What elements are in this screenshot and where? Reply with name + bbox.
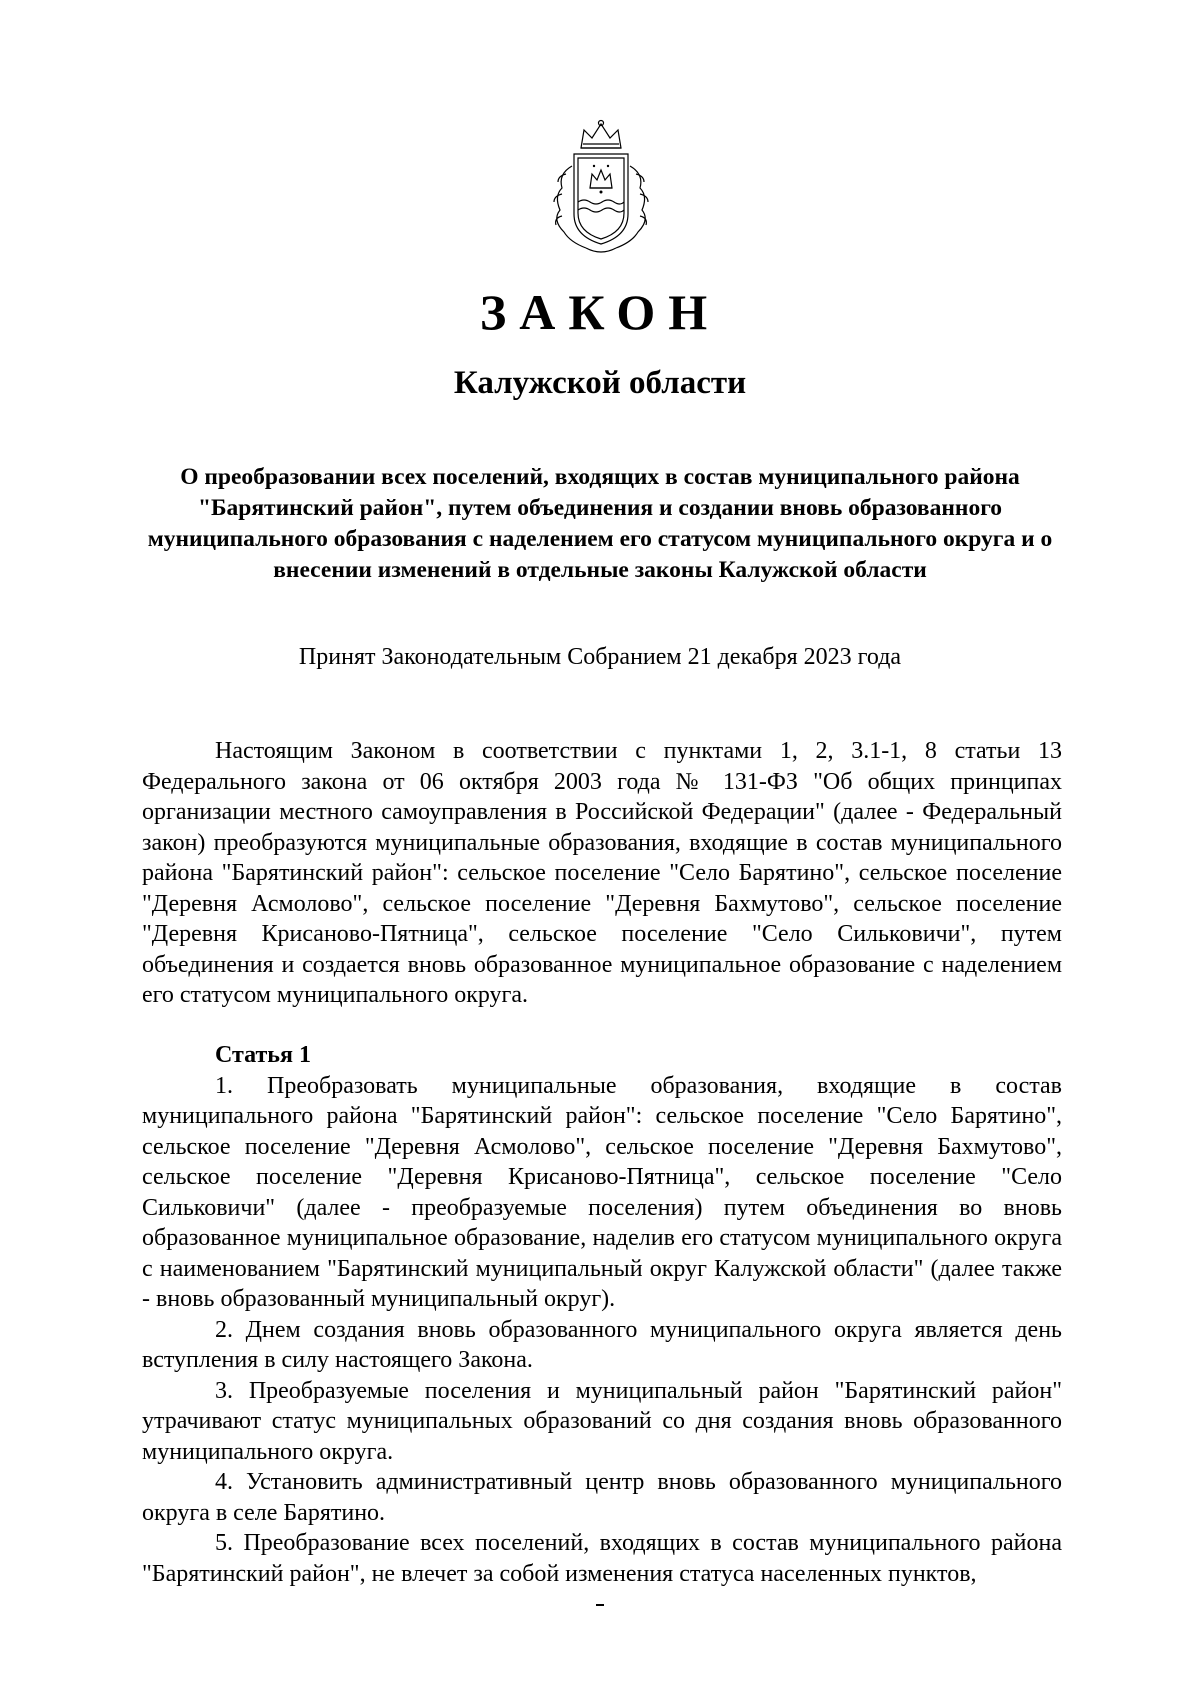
article-item-3: 3. Преобразуемые поселения и муниципальный район "Барятинский район" утрачивают статус муниципальных образований со дня создания вновь образованного муниципального округа.	[142, 1377, 1062, 1465]
region-name: Калужской области	[453, 365, 747, 401]
law-title: ЗАКОН	[479, 284, 721, 340]
article-item-5: 5. Преобразование всех поселений, входящих в состав муниципального района "Барятинский район", не влечет за собой изменения статуса населенных пунктов,	[142, 1530, 1062, 1587]
preamble-section	[142, 736, 1062, 1011]
preamble-paragraph: Настоящим Законом в соответствии с пунктами 1, 2, 3.1-1, 8 статьи 13 Федерального закона от 06 октября 2003 года № 131-ФЗ "Об общих принципах организации местного самоуправления в Российской Федерации" (далее - Федеральный закон) преобразуются муниципальные образования, входящие в состав муниципального района "Барятинский район": сельское поселение "Село Барятино", сельское поселение "Деревня Асмолово", сельское поселение "Деревня Бахмутово", сельское поселение "Деревня Крисаново-Пятница", сельское поселение "Село Сильковичи", путем объединения и создается вновь образованное муниципальное образование с наделением его статусом муниципального округа.	[142, 738, 1062, 1008]
law-subject: О преобразовании всех поселений, входящих в состав муниципального района "Барятинский район", путем объединения и создании вновь образованного муниципального образования с наделением его статусом муниципального округа и о внесении изменений в отдельные законы Калужской области	[147, 464, 1053, 583]
article-item-2: 2. Днем создания вновь образованного муниципального округа является день вступления в силу настоящего Закона.	[142, 1316, 1062, 1373]
page-footer-mark	[596, 1604, 604, 1606]
adoption-line: Принят Законодательным Собранием 21 декабря 2023 года	[298, 644, 902, 670]
kaluga-coat-of-arms-icon	[536, 118, 666, 258]
article-heading: Статья 1	[215, 1042, 311, 1068]
article-1	[142, 1040, 1062, 1589]
article-item-1: 1. Преобразовать муниципальные образования, входящие в состав муниципального района "Барятинский район": сельское поселение "Село Барятино", сельское поселение "Деревня Асмолово", сельское поселение "Деревня Бахмутово", сельское поселение "Деревня Крисаново-Пятница", сельское поселение "Село Сильковичи" (далее - преобразуемые поселения) путем объединения во вновь образованное муниципальное образование, наделив его статусом муниципального округа с наименованием "Барятинский муниципальный округ Калужской области" (далее также - вновь образованный муниципальный округ).	[142, 1072, 1062, 1312]
article-item-4: 4. Установить административный центр вновь образованного муниципального округа в селе Барятино.	[142, 1469, 1062, 1526]
